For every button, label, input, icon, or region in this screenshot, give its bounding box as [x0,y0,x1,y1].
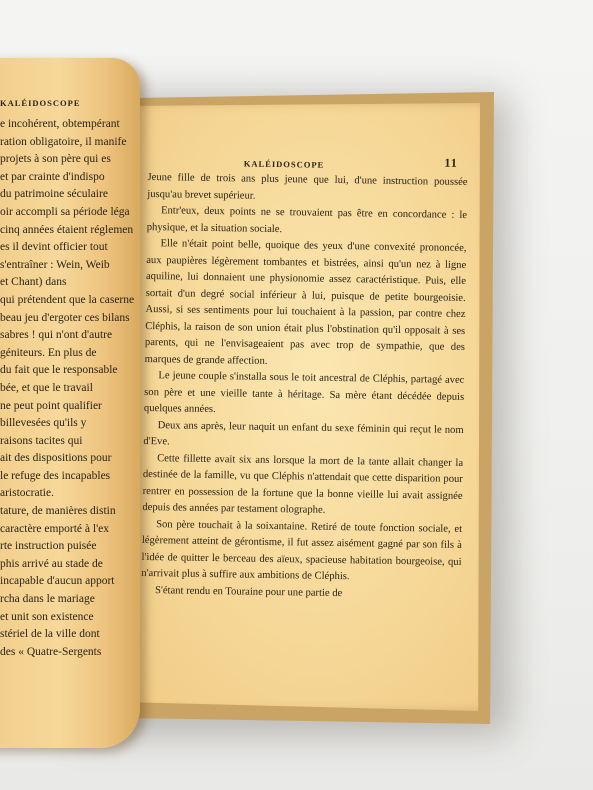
paragraph: Son père touchait à la soixantaine. Retiré de toute fonction sociale, et légèrement atteint de gérontisme, il fut assez aisément gagné par son fils à l'idée de quitter le berceau des aïeux, spacieuse habitation bourgeoise, qui n'arrivait plus à suffire aux ambitions de Cléphis. [141,518,463,583]
text-line: du fait que le responsable [0,364,118,377]
text-line: stériel de la ville dont [0,628,100,641]
text-line: et Chant) dans [0,276,67,289]
text-line: géniteurs. En plus de [0,346,97,359]
text-line: sabres ! qui n'ont d'autre [0,329,113,342]
text-line: ne peut point qualifier [0,399,102,412]
text-line: beau jeu d'ergoter ces bilans [0,311,130,324]
text-line: caractère emporté à l'ex [0,522,110,535]
left-lines [0,116,134,661]
text-line: et unit son existence [0,610,94,623]
paragraph: S'étant rendu en Touraine pour une partie de [155,584,343,599]
text-line: ait des dispositions pour [0,452,112,465]
left-page-text [0,96,150,696]
left-running-head: KALÉIDOSCOPE [0,98,81,108]
text-line: rcha dans le mariage [0,593,95,606]
text-line: du patrimoine séculaire [0,188,108,201]
right-page-text [141,150,468,604]
paragraph: Jeune fille de trois ans plus jeune que lui, d'une instruction poussée jusqu'au brevet supérieur. [147,171,468,202]
text-line: e incohérent, obtempérant [0,118,120,130]
paragraph: Le jeune couple s'installa sous le toit ancestral de Cléphis, partagé avec son père et une vieille tante à héritage. Sa mère étant décédée depuis quelques années. [143,370,465,416]
text-line: es il devint officier tout [0,241,108,254]
paragraph: Elle n'était point belle, quoique des yeux d'une convexité prononcée, aux paupières légèrement tombantes et bistrées, ainsi qu'un nez à ligne aquiline, lui donnaient une physionomie assez caractéristique. Puis, elle sortait d'un degré social inférieur à lui, puisque de petite bourgeoisie. Aussi, si ses sentiments pour lui touchaient à la passion, par contre chez Cléphis, la raison de son union était plus l'obstination qu'il opposait à ses parents, qui ne l'envisageaient pas avec trop de sympathie, que des marques de grande affection. [144,238,467,367]
text-line: oir accompli sa période léga [0,205,130,218]
text-line: qui prétendent que la caserne [0,293,135,306]
text-line: projets à son père qui es [0,153,111,166]
paragraph: Deux ans après, leur naquit un enfant du sexe féminin qui reçut le nom d'Eve. [143,419,464,448]
text-line: aristocratie. [0,487,54,500]
text-line: billevesées qu'ils y [0,417,87,430]
page-number: 11 [444,155,458,170]
text-line: le refuge des incapables [0,469,111,482]
running-head-title: KALÉIDOSCOPE [243,158,325,170]
text-line: ration obligatoire, il manife [0,135,127,148]
paragraph: Entr'eux, deux points ne se trouvaient pas être en concordance : le physique, et la situation sociale. [146,205,468,235]
text-line: s'entraîner : Wein, Weib [0,258,110,271]
text-line: rte instruction puisée [0,540,97,553]
text-line: tature, de manières distin [0,505,116,518]
text-line: phis arrivé au stade de [0,557,103,570]
text-line: cinq années étaient réglemen [0,223,134,236]
text-line: bée, et que le travail [0,381,93,394]
text-line: incapable d'aucun apport [0,575,115,588]
text-line: raisons tacites qui [0,434,83,447]
text-line: des « Quatre-Sergents [0,645,102,658]
text-line: et par crainte d'indispo [0,170,105,183]
paragraph: Cette fillette avait six ans lorsque la mort de la tante allait changer la destinée de la famille, vu que Cléphis n'attendait que cette disparition pour rentrer en possession de la fortune que la bonne vieille lui avait assignée depuis des années par testament olographe. [142,452,464,516]
